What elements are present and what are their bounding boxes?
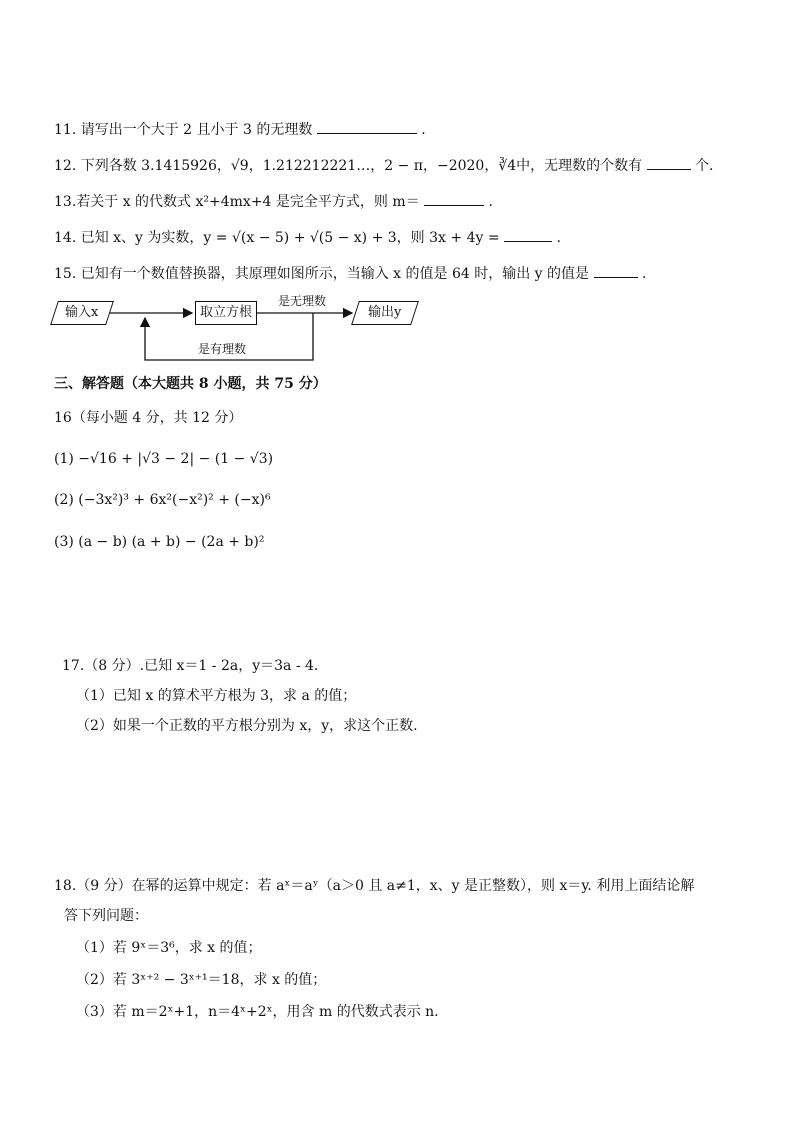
question-17-part-1: （1）已知 x 的算术平方根为 3，求 a 的值； bbox=[76, 688, 357, 704]
question-17-part-2: （2）如果一个正数的平方根分别为 x，y，求这个正数. bbox=[76, 718, 418, 734]
question-16-header: 16（每小题 4 分，共 12 分） bbox=[54, 410, 243, 426]
question-18-part-3: （3）若 m＝2ˣ+1，n＝4ˣ+2ˣ，用含 m 的代数式表示 n. bbox=[76, 1004, 439, 1020]
question-14-text: 14. 已知 x、y 为实数，y = √(x − 5) + √(5 − x) + 3，则 3x + 4y = bbox=[54, 230, 500, 246]
section-title: 三、解答题（本大题共 8 小题，共 75 分） bbox=[54, 376, 327, 392]
flow-process-box bbox=[195, 301, 257, 325]
flow-rational-label: 是有理数 bbox=[198, 342, 247, 356]
question-15 bbox=[54, 263, 646, 284]
flow-input-label: 输入x bbox=[65, 305, 99, 320]
question-12-text: 12. 下列各数 3.1415926，√9，1.212212221…，2 − π，−2020，∛4中，无理数的个数有 bbox=[54, 158, 643, 174]
question-11-text: 11. 请写出一个大于 2 且小于 3 的无理数 bbox=[54, 122, 313, 138]
question-18-part-1: （1）若 9ˣ＝3⁶，求 x 的值； bbox=[76, 940, 262, 956]
question-13 bbox=[54, 191, 493, 212]
question-17-header: 17.（8 分）.已知 x＝1 - 2a，y＝3a - 4. bbox=[62, 658, 319, 674]
answer-blank bbox=[594, 263, 638, 278]
flow-input-box bbox=[50, 301, 114, 325]
question-16-part-3: (3) (a − b) (a + b) − (2a + b)² bbox=[54, 534, 265, 550]
flow-output-box bbox=[351, 301, 419, 325]
question-15-tail: . bbox=[641, 266, 647, 282]
question-13-text: 13.若关于 x 的代数式 x²+4mx+4 是完全平方式，则 m＝ bbox=[54, 194, 420, 210]
question-12 bbox=[54, 155, 714, 176]
question-13-tail: . bbox=[488, 194, 493, 210]
question-14-tail: . bbox=[556, 230, 561, 246]
question-14 bbox=[54, 227, 561, 248]
flow-irrational-label: 是无理数 bbox=[278, 294, 327, 308]
question-18-header: 18.（9 分）在幂的运算中规定：若 aˣ＝aʸ（a＞0 且 a≠1，x、y 是正整数），则 x＝y. 利用上面结论解 bbox=[54, 878, 695, 894]
answer-blank bbox=[647, 155, 691, 170]
question-18-part-2: （2）若 3ˣ⁺² − 3ˣ⁺¹＝18，求 x 的值； bbox=[76, 972, 327, 988]
flow-process-label: 取立方根 bbox=[199, 305, 252, 320]
question-11-tail: . bbox=[421, 122, 426, 138]
question-11 bbox=[54, 119, 426, 140]
answer-blank bbox=[317, 119, 417, 134]
question-12-tail: 个. bbox=[695, 158, 714, 174]
answer-blank bbox=[504, 227, 552, 242]
question-16-part-2: (2) (−3x²)³ + 6x²(−x²)² + (−x)⁶ bbox=[54, 492, 271, 508]
flow-output-label: 输出y bbox=[368, 305, 402, 320]
answer-blank bbox=[424, 191, 484, 206]
question-15-text: 15. 已知有一个数值替换器，其原理如图所示，当输入 x 的值是 64 时，输出 y 的值是 bbox=[54, 266, 590, 282]
question-18-header-cont: 答下列问题： bbox=[64, 908, 148, 924]
question-16-part-1: (1) −√16 + |√3 − 2| − (1 − √3) bbox=[54, 451, 274, 467]
